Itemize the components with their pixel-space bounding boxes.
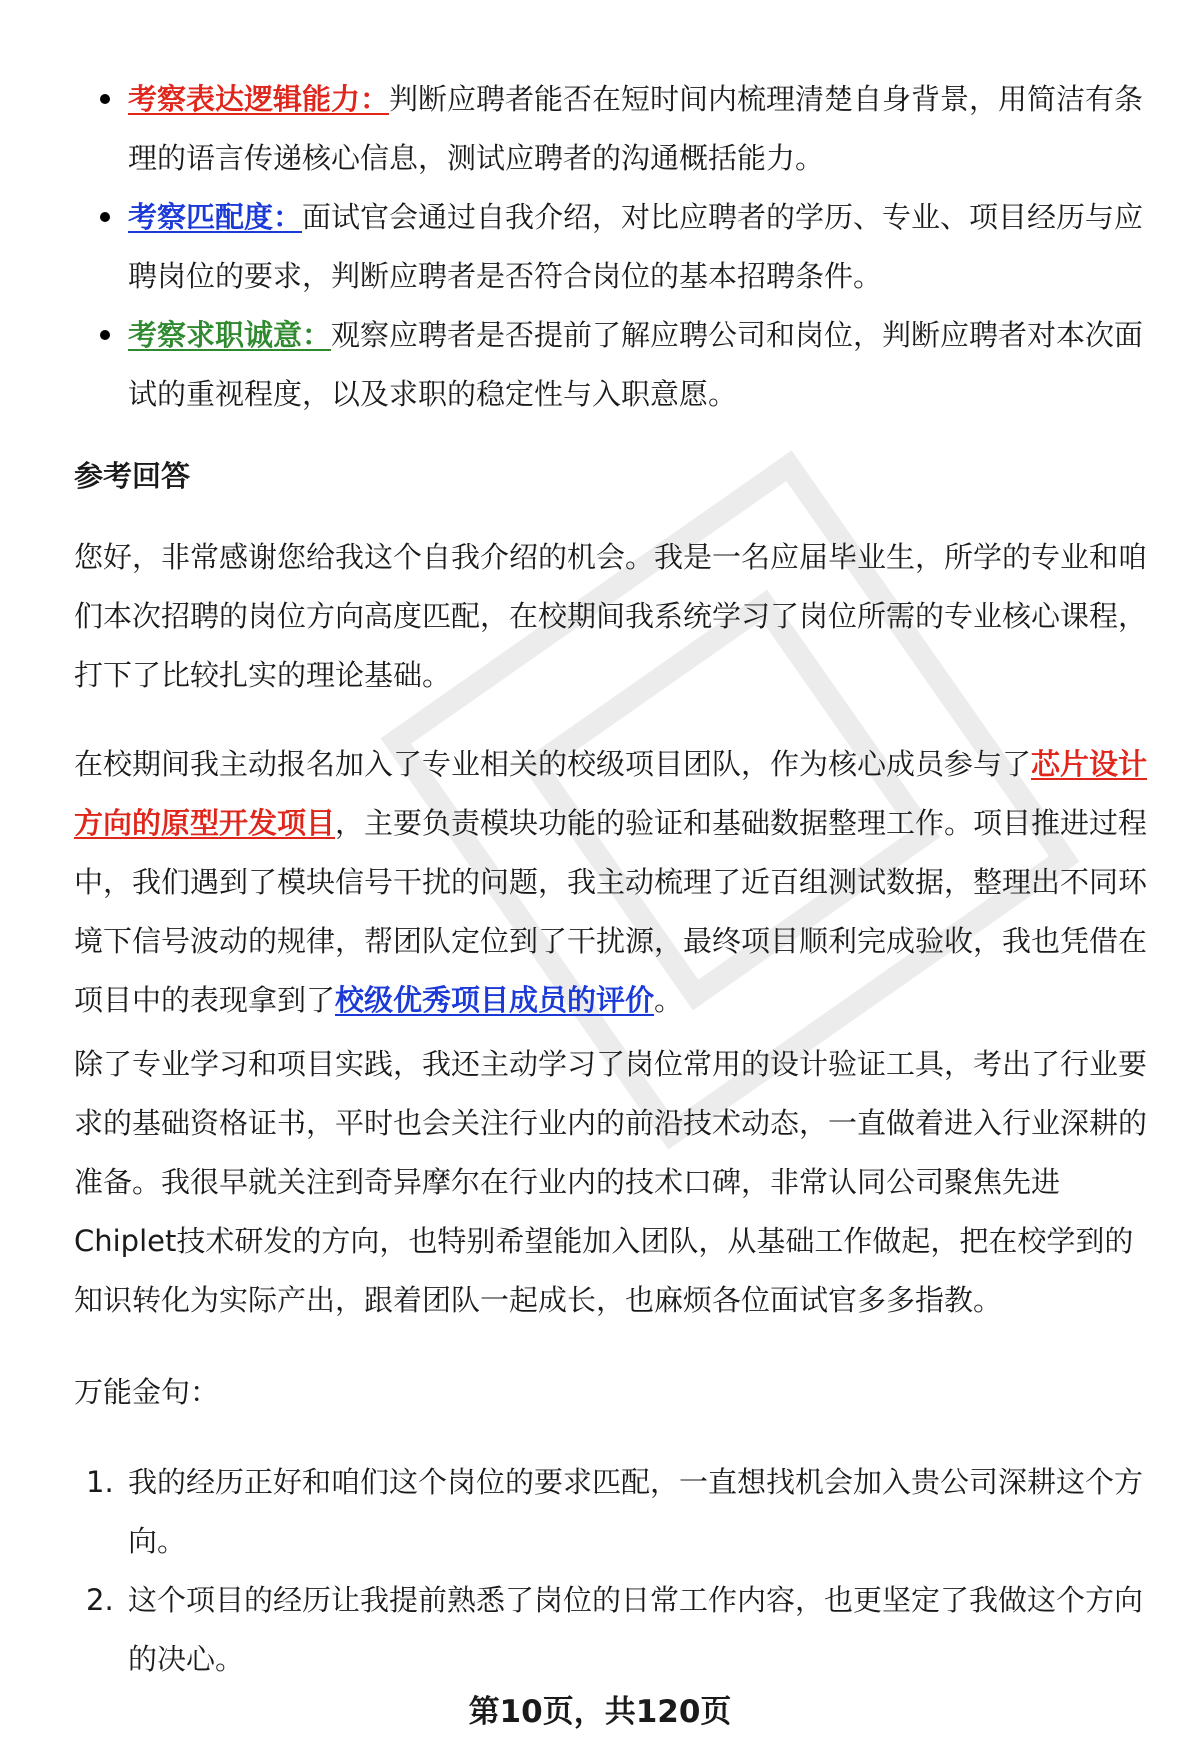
list-number: 1.: [86, 1465, 114, 1499]
page-footer: 第10页，共120页: [468, 1694, 732, 1730]
section-title: 参考回答: [74, 459, 191, 493]
golden-title: 万能金句：: [74, 1375, 220, 1409]
answer-paragraph-2: [74, 735, 1154, 1030]
answer-paragraph-3: 除了专业学习和项目实践，我还主动学习了岗位常用的设计验证工具，考出了行业要求的基础资格证书，平时也会关注行业内的前沿技术动态，一直做着进入行业深耕的准备。我很早就关注到奇异摩尔在行业内的技术口碑，非常认同公司聚焦先进Chiplet技术研发的方向，也特别希望能加入团队，从基础工作做起，把在校学到的知识转化为实际产出，跟着团队一起成长，也麻烦各位面试官多多指教。: [74, 1047, 1148, 1317]
bullet-keyword: 考察表达逻辑能力：: [128, 82, 390, 116]
bullet-keyword: 考察求职诚意：: [128, 318, 332, 352]
list-number: 2.: [86, 1583, 114, 1617]
bullet-text: 判断应聘者能否在短时间内梳理清楚自身背景，用简洁有条理的语言传递核心信息，测试应聘者的沟通概括能力。: [128, 82, 1144, 175]
bullet-item: [74, 306, 1154, 424]
list-text: 我的经历正好和咱们这个岗位的要求匹配，一直想找机会加入贵公司深耕这个方向。: [128, 1465, 1144, 1558]
para2-text: 。: [654, 983, 684, 1017]
bullet-item: [74, 188, 1154, 306]
bullet-list: [74, 70, 1154, 424]
bullet-dot-icon: [100, 330, 110, 340]
list-text: 这个项目的经历让我提前熟悉了岗位的日常工作内容，也更坚定了我做这个方向的决心。: [128, 1583, 1144, 1676]
bullet-text: 观察应聘者是否提前了解应聘公司和岗位，判断应聘者对本次面试的重视程度，以及求职的稳定性与入职意愿。: [128, 318, 1144, 411]
bullet-item: [74, 70, 1154, 188]
list-item: [74, 1453, 1154, 1571]
highlight-project: 芯片设计方向的原型开发项目: [74, 747, 1148, 840]
highlight-evaluation: 校级优秀项目成员的评价: [335, 983, 655, 1017]
bullet-text: 面试官会通过自我介绍，对比应聘者的学历、专业、项目经历与应聘岗位的要求，判断应聘者是否符合岗位的基本招聘条件。: [128, 200, 1144, 293]
bullet-dot-icon: [100, 212, 110, 222]
golden-list: [74, 1453, 1154, 1689]
bullet-dot-icon: [100, 94, 110, 104]
bullet-keyword: 考察匹配度：: [128, 200, 303, 234]
para2-text: 在校期间我主动报名加入了专业相关的校级项目团队，作为核心成员参与了: [74, 747, 1032, 781]
para2-text: ，主要负责模块功能的验证和基础数据整理工作。项目推进过程中，我们遇到了模块信号干扰的问题，我主动梳理了近百组测试数据，整理出不同环境下信号波动的规律，帮团队定位到了干扰源，最终项目顺利完成验收，我也凭借在项目中的表现拿到了: [74, 806, 1148, 1017]
answer-paragraph-1: 您好，非常感谢您给我这个自我介绍的机会。我是一名应届毕业生，所学的专业和咱们本次招聘的岗位方向高度匹配，在校期间我系统学习了岗位所需的专业核心课程，打下了比较扎实的理论基础。: [74, 540, 1148, 692]
list-item: [74, 1571, 1154, 1689]
